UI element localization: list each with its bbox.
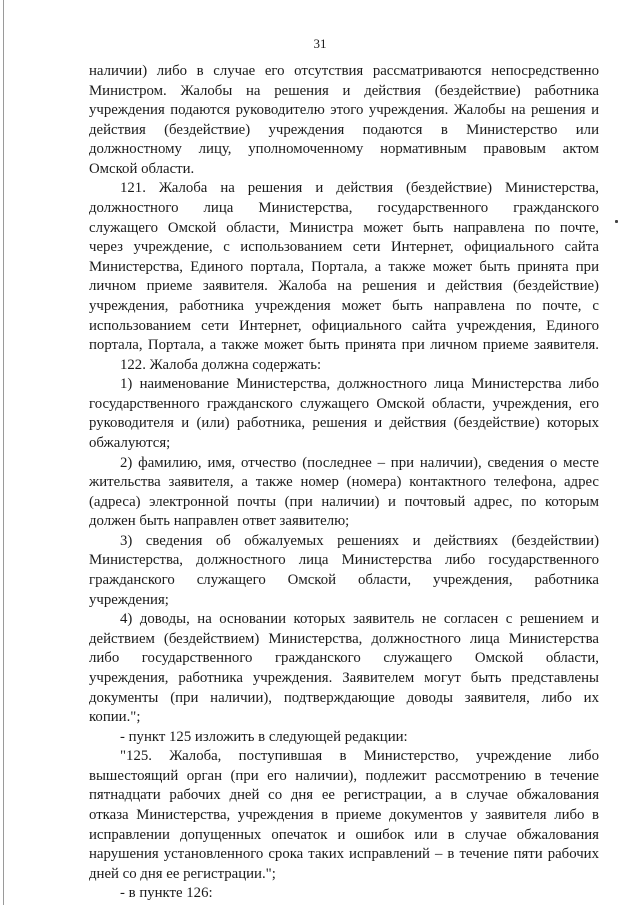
text-line: учреждения; <box>89 591 169 608</box>
text-line: использованием сети Интернет, официального сайта учреждения, Единого <box>89 317 599 334</box>
text-line: служащего Омской области, Министра может быть направлена по почте, <box>89 219 599 236</box>
text-line: портала, Портала, а также может быть принята при личном приеме заявителя. <box>89 337 599 354</box>
text-line: Омской области. <box>89 160 195 177</box>
scan-speck <box>615 220 618 223</box>
text-line: гражданского служащего Омской области, учреждения, работника <box>89 572 599 589</box>
text-line: учреждения, работника учреждения. Заявителем могут быть представлены <box>89 669 599 686</box>
text-line: Министром. Жалобы на решения и действия (бездействие) работника <box>89 82 599 99</box>
text-line: документы (при наличии), подтверждающие доводы заявителя, либо их <box>89 689 599 706</box>
text-line: копии."; <box>89 709 141 726</box>
text-line: 121. Жалоба на решения и действия (бездействие) Министерства, <box>120 180 599 197</box>
text-line: 2) фамилию, имя, отчество (последнее – при наличии), сведения о месте <box>120 454 599 471</box>
text-line: вышестоящий орган (при его наличии), подлежит рассмотрению в течение <box>89 767 599 784</box>
text-line: 3) сведения об обжалуемых решениях и действиях (бездействии) <box>120 532 599 549</box>
text-line: действием (бездействием) Министерства, должностного лица Министерства <box>89 630 599 647</box>
text-line: должностного лица Министерства, государственного гражданского <box>89 200 599 217</box>
text-line: 4) доводы, на основании которых заявитель не согласен с решением и <box>120 611 599 628</box>
text-line: наличии) либо в случае его отсутствия рассматриваются непосредственно <box>89 63 599 79</box>
text-line: государственного гражданского служащего Омской области, учреждения, его <box>89 395 599 412</box>
text-line: руководителя и (или) работника, решения и действия (бездействие) которых <box>89 415 599 432</box>
text-line: должностному лицу, уполномоченному нормативным правовым актом <box>89 141 599 158</box>
text-line: исправлении допущенных опечаток и ошибок или в случае обжалования <box>89 826 599 843</box>
text-line: 1) наименование Министерства, должностного лица Министерства либо <box>120 376 599 393</box>
text-line: (адреса) электронной почты (при наличии) и почтовый адрес, по которым <box>89 493 599 510</box>
text-line: - в пункте 126: <box>120 885 213 902</box>
text-line: учреждения подаются руководителю этого учреждения. Жалобы на решения и <box>89 102 599 119</box>
text-line: "125. Жалоба, поступившая в Министерство, учреждение либо <box>120 748 599 765</box>
text-line: дней со дня ее регистрации."; <box>89 865 276 882</box>
text-line: Министерства, должностного лица Министерства либо государственного <box>89 552 599 569</box>
text-line: либо государственного гражданского служащего Омской области, <box>89 650 599 667</box>
page-edge-line <box>3 0 4 905</box>
text-line: через учреждение, с использованием сети Интернет, официального сайта <box>89 239 599 256</box>
text-line: пятнадцати рабочих дней со дня ее регистрации, а в случае обжалования <box>89 787 599 804</box>
text-line: учреждения, работника учреждения может быть направлена по почте, с <box>89 297 599 314</box>
text-line: должен быть направлен ответ заявителю; <box>89 513 350 530</box>
text-line: - пункт 125 изложить в следующей редакции: <box>120 728 408 745</box>
text-line: жительства заявителя, а также номер (номера) контактного телефона, адрес <box>89 474 599 491</box>
text-line: личном приеме заявителя. Жалоба на решения и действия (бездействие) <box>89 278 599 295</box>
text-line: 122. Жалоба должна содержать: <box>120 356 322 373</box>
document-body <box>89 62 599 904</box>
text-line: нарушения установленного срока таких исправлений – в течение пяти рабочих <box>89 846 599 863</box>
text-line: обжалуются; <box>89 434 171 451</box>
text-line: действия (бездействие) учреждения подаются в Министерство или <box>89 121 599 138</box>
page-number: 31 <box>313 36 327 51</box>
text-line: отказа Министерства, учреждения в приеме документов у заявителя либо в <box>89 806 599 823</box>
text-line: Министерства, Единого портала, Портала, а также может быть принята при <box>89 258 599 275</box>
